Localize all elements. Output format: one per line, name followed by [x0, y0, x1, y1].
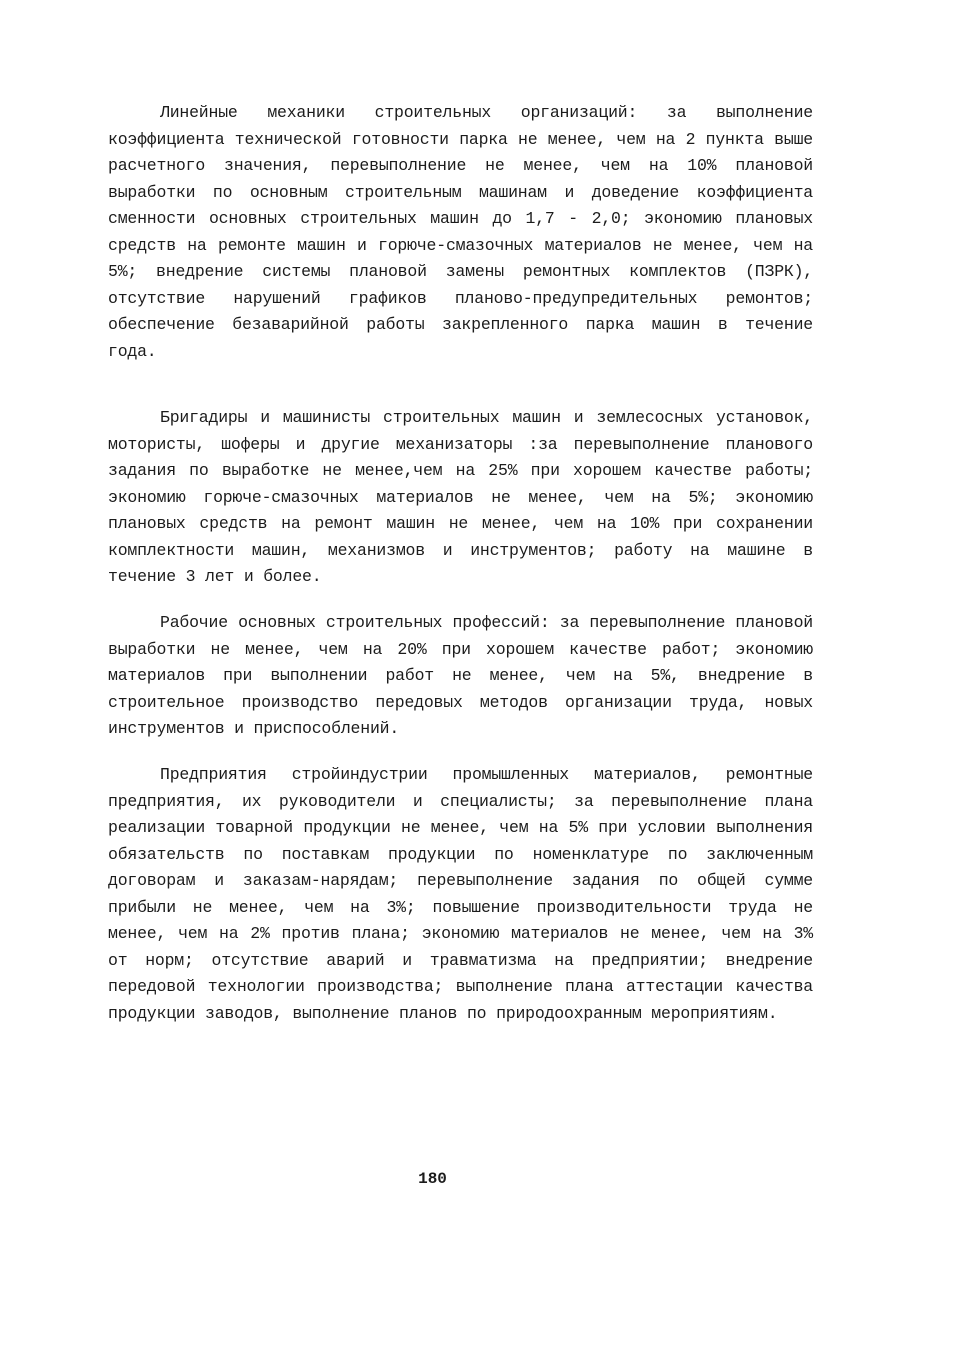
paragraph-construction-workers: Рабочие основных строительных профессий: за перевыполнение плановой выработки не менее, чем на 20% при хорошем качестве работ; экономию материалов при выполнении работ не менее, чем на 5%, внедрение в строительное производство передовых методов организации труда, новых инструментов и приспособлений. — [108, 613, 813, 738]
paragraph-line-mechanics: Линейные механики строительных организаций: за выполнение коэффициента технической готовности парка не менее, чем на 2 пункта выше расчетного значения, перевыполнение не менее, чем на 10% плановой выработки по основным строительным машинам и доведение коэффициента сменности основных строительных машин до 1,7 - 2,0; экономию плановых средств на ремонте машин и горюче-смазочных материалов не менее, чем на 5%; внедрение системы плановой замены ремонтных комплектов (ПЗРК), отсутствие нарушений графиков планово-предупредительных ремонтов; обеспечение безаварийной работы закрепленного парка машин в течение года. — [108, 103, 813, 361]
page-number: 180 — [418, 1170, 447, 1188]
paragraph-foremen-machinists: Бригадиры и машинисты строительных машин и землесосных установок, мотористы, шоферы и другие механизаторы :за перевыполнение планового задания по выработке не менее,чем на 25% при хорошем качестве работы; экономию горюче-смазочных материалов не менее, чем на 5%; экономию плановых средств на ремонт машин не менее, чем на 10% при сохранении комплектности машин, механизмов и инструментов; работу на машине в течение 3 лет и более. — [108, 408, 813, 586]
paragraph-industry-enterprises: Предприятия стройиндустрии промышленных материалов, ремонтные предприятия, их руководители и специалисты; за перевыполнение плана реализации товарной продукции не менее, чем на 5% при условии выполнения обязательств по поставкам продукции по номенклатуре по заключенным договорам и заказам-нарядам; перевыполнение задания по общей сумме прибыли не менее, чем на 3%; повышение производительности труда не менее, чем на 2% против плана; экономию материалов не менее, чем на 3% от норм; отсутствие аварий и травматизма на предприятии; внедрение передовой технологии производства; выполнение плана аттестации качества продукции заводов, выполнение планов по природоохранным мероприятиям. — [108, 765, 813, 1023]
